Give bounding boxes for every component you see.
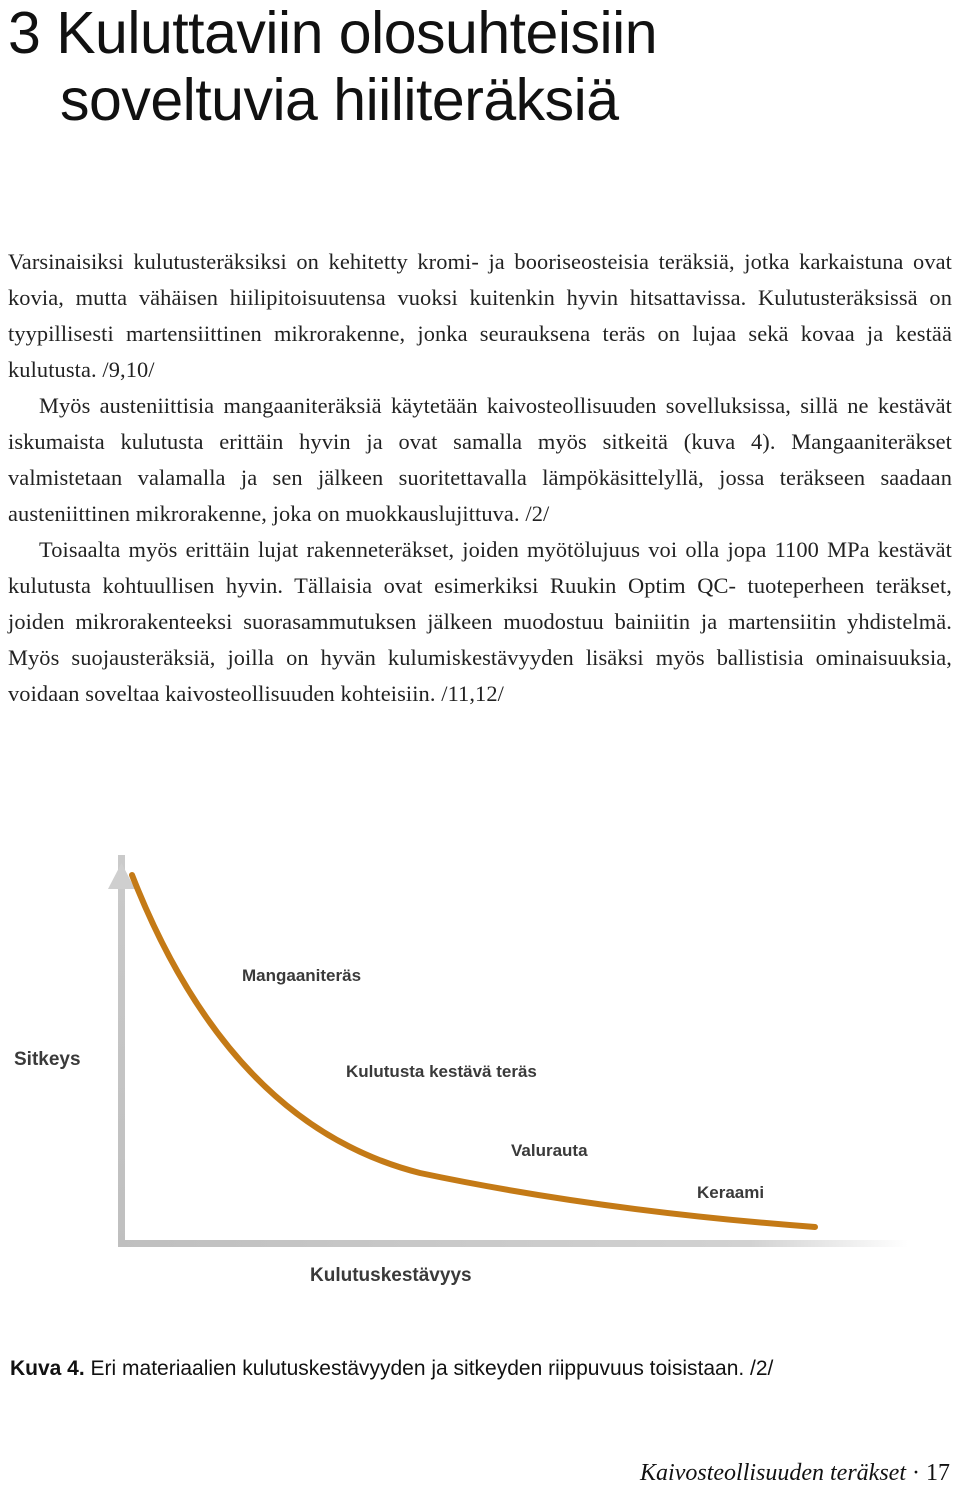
page-number: 17 (926, 1460, 950, 1486)
page-title-line1: 3 Kuluttaviin olosuhteisiin (8, 0, 658, 66)
figure-caption (10, 1354, 950, 1384)
x-axis (118, 1240, 908, 1247)
label-kulutusta-kestava-teras: Kulutusta kestävä teräs (346, 1062, 537, 1081)
label-valurauta: Valurauta (511, 1141, 588, 1160)
y-axis (118, 855, 125, 1247)
page-footer (640, 1458, 950, 1488)
x-axis-label: Kulutuskestävyys (310, 1265, 472, 1286)
paragraph-2: Myös austeniittisia mangaaniteräksiä käytetään kaivosteollisuuden sovelluksissa, sillä ne kestävät iskumaista kulutusta erittäin hyvin ja ovat samalla myös sitkeitä (kuva 4). Mangaaniteräkset valmistetaan valamalla ja sen jälkeen suoritettavalla lämpökäsittelyllä, jossa teräkseen saadaan austeniittinen mikrorakenne, joka on muokkauslujittuva. /2/ (8, 393, 952, 526)
figure-toughness-vs-wear (0, 855, 960, 1335)
body-text (8, 244, 952, 712)
caption-prefix: Kuva 4. (10, 1357, 85, 1380)
page-title-line2: soveltuvia hiiliteräksiä (60, 67, 619, 133)
paragraph-3: Toisaalta myös erittäin lujat rakenneteräkset, joiden myötölujuus voi olla jopa 1100 MPa kestävät kulutusta kohtuullisen hyvin. Tällaisia ovat esimerkiksi Ruukin Optim QC- tuoteperheen teräkset, joiden mikrorakenteeksi suorasammutuksen jälkeen muodostuu bainiitin ja martensiitin yhdistelmä. Myös suojausteräksiä, joilla on hyvän kulumiskestävyyden lisäksi myös ballistisia ominaisuuksia, voidaan soveltaa kaivosteollisuuden kohteisiin. /11,12/ (8, 537, 952, 706)
page-title (8, 0, 948, 134)
label-keraami: Keraami (697, 1183, 765, 1202)
label-mangaaniteras: Mangaaniteräs (242, 966, 362, 985)
paragraph-1: Varsinaisiksi kulutusteräksiksi on kehitetty kromi- ja booriseosteisia teräksiä, jotka karkaistuna ovat kovia, mutta vähäisen hiilipitoisuutensa vuoksi kuitenkin hyvin hitsattavissa. Kulutusteräksissä on tyypillisesti martensiittinen mikrorakenne, jonka seurauksena teräs on lujaa sekä kovaa ja kestää kulutusta. /9,10/ (8, 249, 952, 382)
y-axis-label: Sitkeys (14, 1049, 81, 1070)
footer-separator: · (912, 1460, 920, 1486)
caption-text: Eri materiaalien kulutuskestävyyden ja sitkeyden riippuvuus toisistaan. /2/ (84, 1357, 774, 1380)
publication-name: Kaivosteollisuuden teräkset (640, 1460, 906, 1486)
toughness-curve (132, 875, 815, 1227)
